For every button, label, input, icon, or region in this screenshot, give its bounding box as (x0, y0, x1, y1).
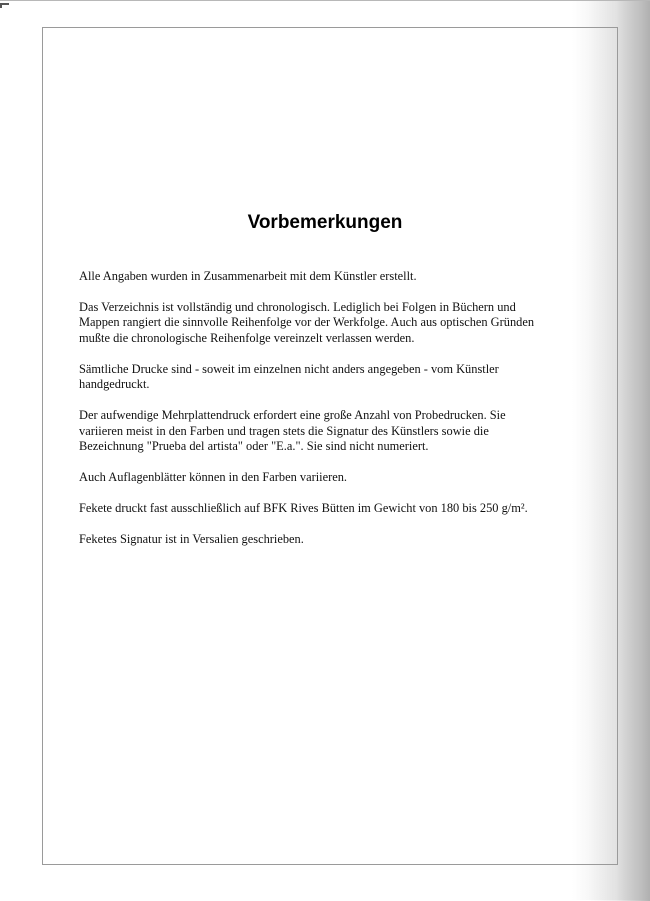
paragraph-1: Alle Angaben wurden in Zusammenarbeit mit dem Künstler erstellt. (79, 269, 417, 283)
paragraph-6: Fekete druckt fast ausschließlich auf BFK Rives Bütten im Gewicht von 180 bis 250 g/m². (79, 500, 528, 515)
paragraph-5: Auch Auflagenblätter können in den Farben variieren. (79, 470, 348, 485)
corner-crop-mark (0, 3, 9, 8)
page-title: Vorbemerkungen (247, 212, 403, 233)
paragraph-7: Feketes Signatur ist in Versalien geschrieben. (79, 531, 304, 546)
paragraph-2: Das Verzeichnis ist vollständig und chronologisch. Lediglich bei Folgen in Büchern und Mappen rangiert die sinnvolle Reihenfolge vor der Werkfolge. Auch aus optischen Gründen mußte die chronologische Reihenfolge vereinzelt verlassen werden. (79, 299, 535, 345)
paragraph-3: Sämtliche Drucke sind - soweit im einzelnen nicht anders angegeben - vom Künstler handgedruckt. (79, 361, 499, 392)
body-text (79, 269, 591, 562)
paragraph-4: Der aufwendige Mehrplattendruck erfordert eine große Anzahl von Probedrucken. Sie variieren meist in den Farben und tragen stets die Signatur des Künstlers sowie die Bezeichnung "Prueba del artista" oder "E.a.". Sie sind nicht numeriert. (79, 408, 506, 454)
